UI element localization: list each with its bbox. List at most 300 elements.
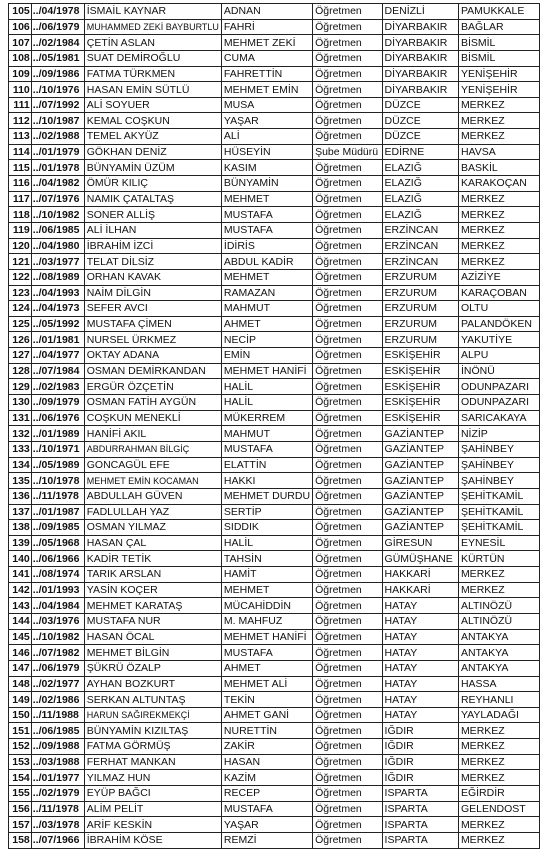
province-cell: ERZURUM — [382, 316, 458, 332]
full-name-cell: HASAN EMİN SÜTLÜ — [84, 82, 221, 98]
province-cell: ELAZIĞ — [382, 207, 458, 223]
table-row — [9, 426, 540, 442]
father-name-cell: YAŞAR — [221, 817, 312, 833]
full-name-cell: ALİ SOYUER — [84, 97, 221, 113]
province-cell: GAZİANTEP — [382, 504, 458, 520]
district-cell: REYHANLI — [458, 692, 539, 708]
table-row — [9, 801, 540, 817]
job-title-cell: Öğretmen — [313, 129, 382, 145]
table-row — [9, 19, 540, 35]
row-number-cell: 113 — [9, 129, 32, 145]
district-cell: ANTAKYA — [458, 660, 539, 676]
job-title-cell: Öğretmen — [313, 269, 382, 285]
province-cell: EDİRNE — [382, 144, 458, 160]
birth-date-cell: ../07/1976 — [31, 191, 84, 207]
job-title-cell: Öğretmen — [313, 488, 382, 504]
row-number-cell: 129 — [9, 379, 32, 395]
birth-date-cell: ../10/1976 — [31, 82, 84, 98]
row-number-cell: 139 — [9, 535, 32, 551]
table-row — [9, 129, 540, 145]
row-number-cell: 127 — [9, 348, 32, 364]
father-name-cell: ZAKİR — [221, 739, 312, 755]
row-number-cell: 114 — [9, 144, 32, 160]
job-title-cell: Öğretmen — [313, 254, 382, 270]
birth-date-cell: ../02/1986 — [31, 692, 84, 708]
province-cell: IĞDIR — [382, 770, 458, 786]
job-title-cell: Öğretmen — [313, 363, 382, 379]
father-name-cell: KASIM — [221, 160, 312, 176]
province-cell: ERZİNCAN — [382, 238, 458, 254]
district-cell: ODUNPAZARI — [458, 379, 539, 395]
district-cell: MERKEZ — [458, 129, 539, 145]
table-row — [9, 363, 540, 379]
birth-date-cell: ../03/1976 — [31, 613, 84, 629]
job-title-cell: Öğretmen — [313, 645, 382, 661]
province-cell: DENİZLİ — [382, 4, 458, 20]
job-title-cell: Öğretmen — [313, 379, 382, 395]
full-name-cell: MUHAMMED ZEKİ BAYBURTLU — [84, 19, 221, 35]
birth-date-cell: ../01/1989 — [31, 426, 84, 442]
full-name-cell: MUSTAFA NUR — [84, 613, 221, 629]
row-number-cell: 128 — [9, 363, 32, 379]
province-cell: IĞDIR — [382, 739, 458, 755]
table-row — [9, 269, 540, 285]
province-cell: GAZİANTEP — [382, 426, 458, 442]
father-name-cell: M. MAHFUZ — [221, 613, 312, 629]
father-name-cell: MUSTAFA — [221, 207, 312, 223]
district-cell: YAKUTİYE — [458, 332, 539, 348]
full-name-cell: AYHAN BOZKURT — [84, 676, 221, 692]
full-name-cell: İBRAHİM KÖSE — [84, 832, 221, 848]
father-name-cell: MEHMET DURDU — [221, 488, 312, 504]
province-cell: HATAY — [382, 613, 458, 629]
district-cell: ANTAKYA — [458, 629, 539, 645]
province-cell: GAZİANTEP — [382, 488, 458, 504]
row-number-cell: 144 — [9, 613, 32, 629]
province-cell: DİYARBAKIR — [382, 82, 458, 98]
father-name-cell: MEHMET ALİ — [221, 676, 312, 692]
birth-date-cell: ../10/1982 — [31, 629, 84, 645]
full-name-cell: KEMAL COŞKUN — [84, 113, 221, 129]
full-name-cell: FATMA TÜRKMEN — [84, 66, 221, 82]
birth-date-cell: ../04/1980 — [31, 238, 84, 254]
table-row — [9, 254, 540, 270]
father-name-cell: MAHMUT — [221, 301, 312, 317]
birth-date-cell: ../10/1987 — [31, 113, 84, 129]
birth-date-cell: ../06/1979 — [31, 19, 84, 35]
province-cell: HATAY — [382, 660, 458, 676]
table-row — [9, 379, 540, 395]
full-name-cell: TELAT DİLSİZ — [84, 254, 221, 270]
birth-date-cell: ../02/1983 — [31, 379, 84, 395]
table-row — [9, 520, 540, 536]
table-row — [9, 50, 540, 66]
full-name-cell: BÜNYAMİN KIZILTAŞ — [84, 723, 221, 739]
father-name-cell: ADNAN — [221, 4, 312, 20]
row-number-cell: 120 — [9, 238, 32, 254]
province-cell: GÜMÜŞHANE — [382, 551, 458, 567]
table-row — [9, 567, 540, 583]
job-title-cell: Öğretmen — [313, 754, 382, 770]
full-name-cell: NAİM DİLGİN — [84, 285, 221, 301]
table-row — [9, 66, 540, 82]
row-number-cell: 111 — [9, 97, 32, 113]
district-cell: MERKEZ — [458, 582, 539, 598]
district-cell: ŞAHİNBEY — [458, 441, 539, 457]
father-name-cell: HÜSEYİN — [221, 144, 312, 160]
table-row — [9, 97, 540, 113]
father-name-cell: MÜCAHİDDİN — [221, 598, 312, 614]
row-number-cell: 153 — [9, 754, 32, 770]
job-title-cell: Öğretmen — [313, 426, 382, 442]
job-title-cell: Öğretmen — [313, 4, 382, 20]
table-row — [9, 551, 540, 567]
father-name-cell: AHMET — [221, 316, 312, 332]
birth-date-cell: ../09/1988 — [31, 739, 84, 755]
table-row — [9, 207, 540, 223]
job-title-cell: Öğretmen — [313, 97, 382, 113]
table-row — [9, 770, 540, 786]
district-cell: ALTINÖZÜ — [458, 613, 539, 629]
row-number-cell: 143 — [9, 598, 32, 614]
father-name-cell: MEHMET — [221, 582, 312, 598]
table-row — [9, 504, 540, 520]
table-row — [9, 160, 540, 176]
birth-date-cell: ../07/1966 — [31, 832, 84, 848]
row-number-cell: 157 — [9, 817, 32, 833]
row-number-cell: 124 — [9, 301, 32, 317]
full-name-cell: MEHMET KARATAŞ — [84, 598, 221, 614]
province-cell: ERZURUM — [382, 301, 458, 317]
province-cell: IĞDIR — [382, 754, 458, 770]
full-name-cell: MUSTAFA ÇİMEN — [84, 316, 221, 332]
table-body — [9, 4, 540, 849]
job-title-cell: Öğretmen — [313, 707, 382, 723]
birth-date-cell: ../07/1992 — [31, 97, 84, 113]
full-name-cell: HANİFİ AKIL — [84, 426, 221, 442]
birth-date-cell: ../05/1992 — [31, 316, 84, 332]
table-row — [9, 144, 540, 160]
father-name-cell: MUSA — [221, 97, 312, 113]
job-title-cell: Öğretmen — [313, 207, 382, 223]
province-cell: ISPARTA — [382, 817, 458, 833]
row-number-cell: 106 — [9, 19, 32, 35]
birth-date-cell: ../05/1968 — [31, 535, 84, 551]
job-title-cell: Öğretmen — [313, 348, 382, 364]
job-title-cell: Öğretmen — [313, 551, 382, 567]
father-name-cell: BÜNYAMİN — [221, 176, 312, 192]
table-row — [9, 395, 540, 411]
full-name-cell: MEHMET BİLGİN — [84, 645, 221, 661]
father-name-cell: MUSTAFA — [221, 441, 312, 457]
father-name-cell: FAHRİ — [221, 19, 312, 35]
province-cell: HATAY — [382, 707, 458, 723]
row-number-cell: 110 — [9, 82, 32, 98]
job-title-cell: Öğretmen — [313, 441, 382, 457]
father-name-cell: RAMAZAN — [221, 285, 312, 301]
birth-date-cell: ../07/1984 — [31, 363, 84, 379]
birth-date-cell: ../04/1993 — [31, 285, 84, 301]
table-row — [9, 723, 540, 739]
district-cell: MERKEZ — [458, 723, 539, 739]
row-number-cell: 123 — [9, 285, 32, 301]
father-name-cell: MEHMET HANİFİ — [221, 363, 312, 379]
row-number-cell: 141 — [9, 567, 32, 583]
birth-date-cell: ../06/1985 — [31, 723, 84, 739]
father-name-cell: REMZİ — [221, 832, 312, 848]
table-row — [9, 238, 540, 254]
province-cell: IĞDIR — [382, 723, 458, 739]
district-cell: ALPU — [458, 348, 539, 364]
father-name-cell: TEKİN — [221, 692, 312, 708]
father-name-cell: RECEP — [221, 786, 312, 802]
father-name-cell: CUMA — [221, 50, 312, 66]
table-row — [9, 832, 540, 848]
father-name-cell: YAŞAR — [221, 113, 312, 129]
row-number-cell: 148 — [9, 676, 32, 692]
job-title-cell: Öğretmen — [313, 191, 382, 207]
province-cell: DİYARBAKIR — [382, 50, 458, 66]
father-name-cell: İDİRİS — [221, 238, 312, 254]
full-name-cell: GONCAGÜL EFE — [84, 457, 221, 473]
father-name-cell: TAHSİN — [221, 551, 312, 567]
province-cell: GAZİANTEP — [382, 520, 458, 536]
table-row — [9, 582, 540, 598]
job-title-cell: Öğretmen — [313, 473, 382, 489]
province-cell: GİRESUN — [382, 535, 458, 551]
table-row — [9, 473, 540, 489]
province-cell: HATAY — [382, 676, 458, 692]
province-cell: ISPARTA — [382, 832, 458, 848]
district-cell: MERKEZ — [458, 97, 539, 113]
table-row — [9, 348, 540, 364]
row-number-cell: 132 — [9, 426, 32, 442]
father-name-cell: MUSTAFA — [221, 222, 312, 238]
row-number-cell: 136 — [9, 488, 32, 504]
district-cell: MERKEZ — [458, 238, 539, 254]
birth-date-cell: ../04/1984 — [31, 598, 84, 614]
district-cell: PALANDÖKEN — [458, 316, 539, 332]
table-row — [9, 332, 540, 348]
row-number-cell: 119 — [9, 222, 32, 238]
table-row — [9, 754, 540, 770]
district-cell: BİSMİL — [458, 50, 539, 66]
birth-date-cell: ../01/1977 — [31, 770, 84, 786]
district-cell: MERKEZ — [458, 191, 539, 207]
father-name-cell: ABDUL KADİR — [221, 254, 312, 270]
district-cell: HASSA — [458, 676, 539, 692]
province-cell: ISPARTA — [382, 786, 458, 802]
father-name-cell: SERTİP — [221, 504, 312, 520]
row-number-cell: 126 — [9, 332, 32, 348]
row-number-cell: 105 — [9, 4, 32, 20]
row-number-cell: 134 — [9, 457, 32, 473]
full-name-cell: GÖKHAN DENİZ — [84, 144, 221, 160]
birth-date-cell: ../04/1982 — [31, 176, 84, 192]
table-row — [9, 222, 540, 238]
job-title-cell: Öğretmen — [313, 176, 382, 192]
birth-date-cell: ../05/1981 — [31, 50, 84, 66]
job-title-cell: Öğretmen — [313, 817, 382, 833]
province-cell: DÜZCE — [382, 129, 458, 145]
row-number-cell: 125 — [9, 316, 32, 332]
father-name-cell: HAMİT — [221, 567, 312, 583]
father-name-cell: MEHMET — [221, 269, 312, 285]
district-cell: ŞAHİNBEY — [458, 473, 539, 489]
row-number-cell: 118 — [9, 207, 32, 223]
birth-date-cell: ../09/1985 — [31, 520, 84, 536]
birth-date-cell: ../06/1979 — [31, 660, 84, 676]
birth-date-cell: ../04/1977 — [31, 348, 84, 364]
birth-date-cell: ../06/1966 — [31, 551, 84, 567]
table-row — [9, 535, 540, 551]
row-number-cell: 112 — [9, 113, 32, 129]
district-cell: ŞEHİTKAMİL — [458, 488, 539, 504]
full-name-cell: ALİ İLHAN — [84, 222, 221, 238]
district-cell: KARAKOÇAN — [458, 176, 539, 192]
district-cell: MERKEZ — [458, 222, 539, 238]
table-row — [9, 707, 540, 723]
full-name-cell: YILMAZ HUN — [84, 770, 221, 786]
full-name-cell: OSMAN FATİH AYGÜN — [84, 395, 221, 411]
full-name-cell: TEMEL AKYÜZ — [84, 129, 221, 145]
job-title-cell: Öğretmen — [313, 316, 382, 332]
father-name-cell: HASAN — [221, 754, 312, 770]
job-title-cell: Öğretmen — [313, 50, 382, 66]
father-name-cell: HALİL — [221, 395, 312, 411]
district-cell: YAYLADAĞI — [458, 707, 539, 723]
table-row — [9, 410, 540, 426]
birth-date-cell: ../06/1976 — [31, 410, 84, 426]
full-name-cell: HASAN ÇAL — [84, 535, 221, 551]
province-cell: ELAZIĞ — [382, 160, 458, 176]
table-row — [9, 629, 540, 645]
province-cell: HATAY — [382, 598, 458, 614]
province-cell: DİYARBAKIR — [382, 19, 458, 35]
district-cell: BAĞLAR — [458, 19, 539, 35]
job-title-cell: Öğretmen — [313, 723, 382, 739]
full-name-cell: BÜNYAMİN ÜZÜM — [84, 160, 221, 176]
birth-date-cell: ../02/1977 — [31, 676, 84, 692]
table-row — [9, 301, 540, 317]
district-cell: ODUNPAZARI — [458, 395, 539, 411]
father-name-cell: HAKKI — [221, 473, 312, 489]
row-number-cell: 152 — [9, 739, 32, 755]
province-cell: HATAY — [382, 629, 458, 645]
full-name-cell: ALİM PELİT — [84, 801, 221, 817]
father-name-cell: ALİ — [221, 129, 312, 145]
district-cell: MERKEZ — [458, 739, 539, 755]
province-cell: HAKKARİ — [382, 582, 458, 598]
row-number-cell: 138 — [9, 520, 32, 536]
job-title-cell: Öğretmen — [313, 160, 382, 176]
table-row — [9, 692, 540, 708]
district-cell: GELENDOST — [458, 801, 539, 817]
job-title-cell: Öğretmen — [313, 582, 382, 598]
row-number-cell: 116 — [9, 176, 32, 192]
job-title-cell: Öğretmen — [313, 113, 382, 129]
province-cell: HATAY — [382, 645, 458, 661]
full-name-cell: ABDULLAH GÜVEN — [84, 488, 221, 504]
district-cell: ŞEHİTKAMİL — [458, 504, 539, 520]
birth-date-cell: ../11/1978 — [31, 801, 84, 817]
job-title-cell: Öğretmen — [313, 660, 382, 676]
job-title-cell: Öğretmen — [313, 801, 382, 817]
table-row — [9, 488, 540, 504]
father-name-cell: AHMET GANİ — [221, 707, 312, 723]
job-title-cell: Öğretmen — [313, 832, 382, 848]
district-cell: NİZİP — [458, 426, 539, 442]
job-title-cell: Öğretmen — [313, 692, 382, 708]
job-title-cell: Öğretmen — [313, 66, 382, 82]
father-name-cell: HALİL — [221, 535, 312, 551]
full-name-cell: ABDURRAHMAN BİLGİÇ — [84, 441, 221, 457]
province-cell: GAZİANTEP — [382, 473, 458, 489]
father-name-cell: AHMET — [221, 660, 312, 676]
birth-date-cell: ../04/1973 — [31, 301, 84, 317]
district-cell: EYNESİL — [458, 535, 539, 551]
birth-date-cell: ../03/1978 — [31, 817, 84, 833]
birth-date-cell: ../08/1989 — [31, 269, 84, 285]
job-title-cell: Öğretmen — [313, 82, 382, 98]
row-number-cell: 122 — [9, 269, 32, 285]
table-row — [9, 739, 540, 755]
row-number-cell: 146 — [9, 645, 32, 661]
job-title-cell: Öğretmen — [313, 739, 382, 755]
full-name-cell: ORHAN KAVAK — [84, 269, 221, 285]
district-cell: SARICAKAYA — [458, 410, 539, 426]
full-name-cell: COŞKUN MENEKLİ — [84, 410, 221, 426]
full-name-cell: ARİF KESKİN — [84, 817, 221, 833]
father-name-cell: MAHMUT — [221, 426, 312, 442]
district-cell: ALTINÖZÜ — [458, 598, 539, 614]
job-title-cell: Öğretmen — [313, 504, 382, 520]
birth-date-cell: ../01/1979 — [31, 144, 84, 160]
full-name-cell: KADİR TETİK — [84, 551, 221, 567]
full-name-cell: YASİN KOÇER — [84, 582, 221, 598]
table-row — [9, 786, 540, 802]
row-number-cell: 109 — [9, 66, 32, 82]
province-cell: ERZİNCAN — [382, 222, 458, 238]
father-name-cell: ELATTİN — [221, 457, 312, 473]
job-title-cell: Öğretmen — [313, 457, 382, 473]
father-name-cell: SIDDIK — [221, 520, 312, 536]
province-cell: GAZİANTEP — [382, 441, 458, 457]
father-name-cell: MUSTAFA — [221, 645, 312, 661]
father-name-cell: EMİN — [221, 348, 312, 364]
row-number-cell: 150 — [9, 707, 32, 723]
row-number-cell: 155 — [9, 786, 32, 802]
district-cell: MERKEZ — [458, 817, 539, 833]
row-number-cell: 130 — [9, 395, 32, 411]
birth-date-cell: ../07/1982 — [31, 645, 84, 661]
job-title-cell: Öğretmen — [313, 222, 382, 238]
row-number-cell: 145 — [9, 629, 32, 645]
district-cell: BİSMİL — [458, 35, 539, 51]
district-cell: MERKEZ — [458, 754, 539, 770]
row-number-cell: 117 — [9, 191, 32, 207]
district-cell: MERKEZ — [458, 207, 539, 223]
province-cell: ELAZIĞ — [382, 176, 458, 192]
full-name-cell: İSMAİL KAYNAR — [84, 4, 221, 20]
district-cell: MERKEZ — [458, 254, 539, 270]
table-row — [9, 82, 540, 98]
district-cell: OLTU — [458, 301, 539, 317]
birth-date-cell: ../10/1971 — [31, 441, 84, 457]
full-name-cell: SERKAN ALTUNTAŞ — [84, 692, 221, 708]
birth-date-cell: ../09/1986 — [31, 66, 84, 82]
full-name-cell: TARIK ARSLAN — [84, 567, 221, 583]
